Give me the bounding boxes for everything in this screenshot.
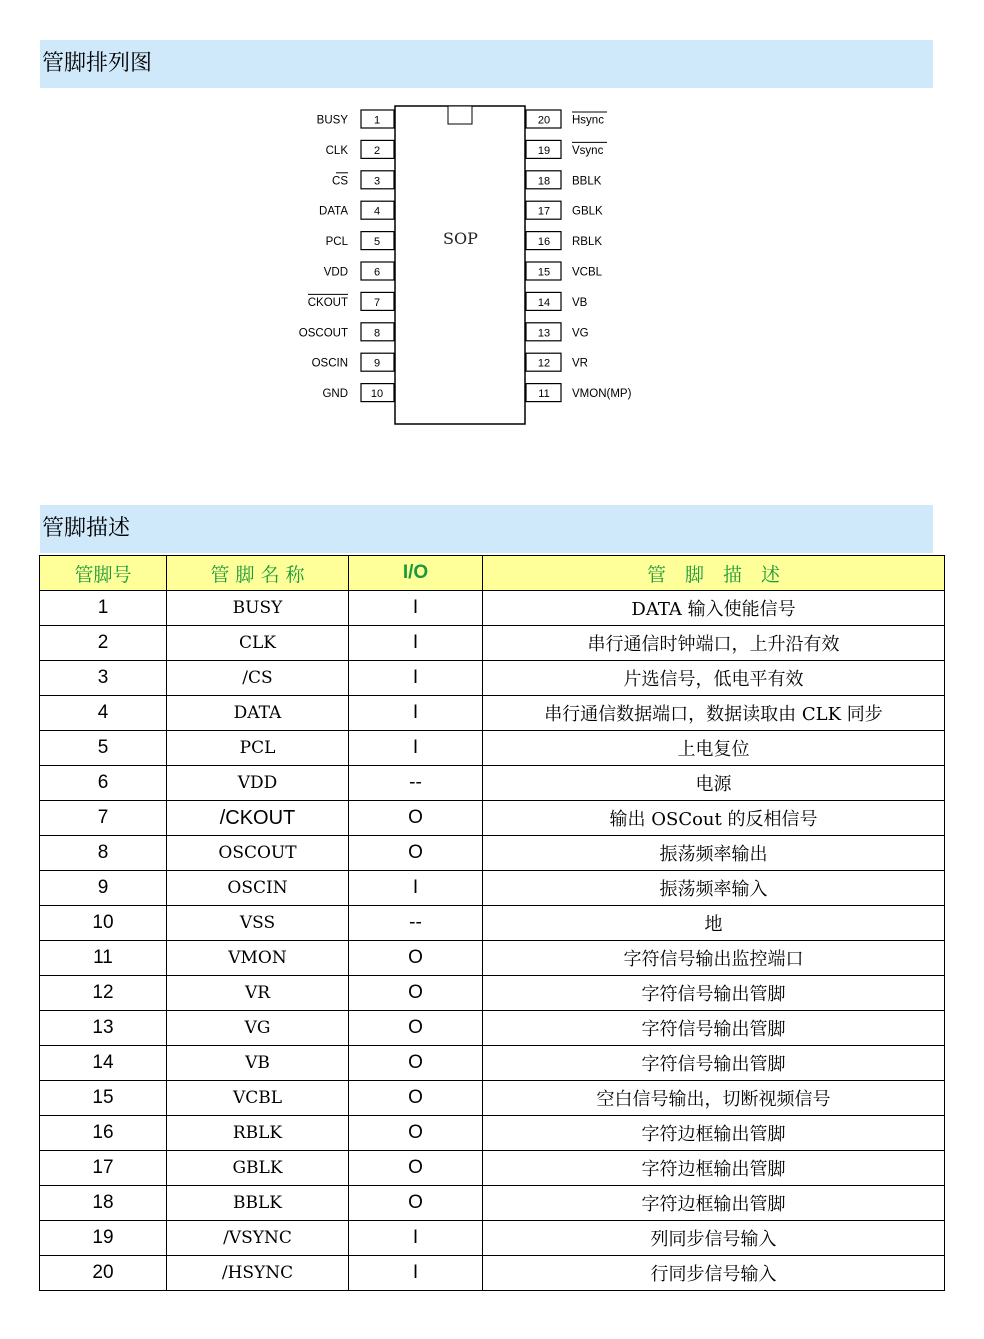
right-pin-number: 19	[537, 144, 551, 157]
right-pin-number: 17	[537, 205, 551, 218]
pin-io-cell: O	[349, 836, 483, 871]
right-pin-label: VCBL	[572, 266, 603, 279]
pin-number-cell: 9	[40, 871, 167, 906]
pin-number-cell: 20	[40, 1256, 167, 1291]
right-pin-label: Vsync	[572, 144, 604, 157]
left-pin-label: CLK	[325, 144, 348, 157]
pin-description-table	[39, 555, 945, 1291]
pin-io-cell: O	[349, 801, 483, 836]
pin-name-cell: DATA	[167, 696, 349, 731]
left-pin-label: OSCIN	[311, 357, 348, 370]
pin-name-cell: OSCOUT	[167, 836, 349, 871]
pin-description-cell: 振荡频率输出	[483, 836, 945, 871]
table-header-row	[40, 556, 945, 591]
pin-io-cell: I	[349, 626, 483, 661]
pin-name-cell: VB	[167, 1046, 349, 1081]
pin-number-cell: 4	[40, 696, 167, 731]
left-pin-label: BUSY	[316, 114, 348, 127]
pin-io-cell: I	[349, 731, 483, 766]
pin-description-cell: 字符信号输出监控端口	[483, 941, 945, 976]
left-pin-label: CKOUT	[307, 296, 348, 309]
pin-name-cell: VDD	[167, 766, 349, 801]
right-pin-number: 18	[537, 175, 551, 188]
pin-number-cell: 16	[40, 1116, 167, 1151]
pin-description-cell: 振荡频率输入	[483, 871, 945, 906]
pin-number-cell: 12	[40, 976, 167, 1011]
left-pin-number: 8	[373, 327, 381, 340]
pin-description-cell: 串行通信时钟端口，上升沿有效	[483, 626, 945, 661]
table-row	[40, 1011, 945, 1046]
table-row	[40, 1116, 945, 1151]
table-row	[40, 591, 945, 626]
pin-name-cell: /HSYNC	[167, 1256, 349, 1291]
pin-number-cell: 10	[40, 906, 167, 941]
pin-layout-title: 管脚排列图	[42, 51, 153, 76]
pin-description-cell: 字符边框输出管脚	[483, 1116, 945, 1151]
table-row	[40, 1256, 945, 1291]
pin-number-cell: 3	[40, 661, 167, 696]
chip-body	[395, 106, 525, 424]
pin-number-cell: 15	[40, 1081, 167, 1116]
right-pin-number: 16	[537, 236, 551, 249]
table-row	[40, 696, 945, 731]
pin-io-cell: --	[349, 766, 483, 801]
pin-description-cell: 输出 OSCout 的反相信号	[483, 801, 945, 836]
left-pin-number: 1	[373, 114, 381, 127]
pin-io-cell: I	[349, 1221, 483, 1256]
pin-description-cell: 字符信号输出管脚	[483, 1046, 945, 1081]
pin-desc-section-bar	[40, 505, 933, 553]
pin-desc-title: 管脚描述	[42, 516, 131, 541]
right-pin-number: 15	[537, 266, 551, 279]
left-pin-label: GND	[322, 388, 348, 401]
left-pin-label: VDD	[323, 266, 348, 279]
right-pin-label: BBLK	[572, 175, 602, 188]
pin-io-cell: I	[349, 871, 483, 906]
table-row	[40, 906, 945, 941]
pin-number-cell: 19	[40, 1221, 167, 1256]
pin-io-cell: O	[349, 1186, 483, 1221]
pin-io-cell: O	[349, 1116, 483, 1151]
pin-name-cell: GBLK	[167, 1151, 349, 1186]
right-pin-label: VR	[572, 357, 588, 370]
pin-io-cell: --	[349, 906, 483, 941]
pin-name-cell: /CKOUT	[167, 801, 349, 836]
left-pin-label: OSCOUT	[298, 327, 348, 340]
right-pin-label: RBLK	[572, 236, 603, 249]
pin-number-cell: 2	[40, 626, 167, 661]
pin-number-cell: 1	[40, 591, 167, 626]
pin-io-cell: I	[349, 696, 483, 731]
pin-name-cell: CLK	[167, 626, 349, 661]
pin-name-cell: /CS	[167, 661, 349, 696]
pin-description-cell: 上电复位	[483, 731, 945, 766]
pin-number-cell: 6	[40, 766, 167, 801]
table-row	[40, 1186, 945, 1221]
left-pin-number: 2	[373, 144, 381, 157]
pin-number-cell: 11	[40, 941, 167, 976]
left-pin-group	[299, 110, 394, 402]
left-pin-number: 10	[370, 388, 384, 401]
left-pin-number: 7	[373, 296, 381, 309]
table-row	[40, 626, 945, 661]
pin-number-cell: 14	[40, 1046, 167, 1081]
table-row	[40, 801, 945, 836]
right-pin-label: VB	[572, 296, 588, 309]
right-pin-number: 11	[538, 388, 550, 401]
pin-name-cell: BBLK	[167, 1186, 349, 1221]
pin-io-cell: O	[349, 941, 483, 976]
pin-description-cell: 电源	[483, 766, 945, 801]
left-pin-label: CS	[332, 175, 348, 188]
table-row	[40, 766, 945, 801]
table-row	[40, 1081, 945, 1116]
left-pin-label: DATA	[319, 205, 348, 218]
pin-description-cell: 地	[483, 906, 945, 941]
pin-description-cell: 串行通信数据端口，数据读取由 CLK 同步	[483, 696, 945, 731]
sop-pin-diagram	[295, 100, 655, 430]
table-row	[40, 1151, 945, 1186]
pin-description-cell: 字符信号输出管脚	[483, 1011, 945, 1046]
right-pin-group	[526, 110, 632, 402]
right-pin-label: VG	[572, 327, 589, 340]
pin-name-cell: VCBL	[167, 1081, 349, 1116]
pin-number-cell: 18	[40, 1186, 167, 1221]
table-row	[40, 871, 945, 906]
table-row	[40, 976, 945, 1011]
pin-description-cell: 列同步信号输入	[483, 1221, 945, 1256]
table-row	[40, 661, 945, 696]
right-pin-number: 14	[537, 296, 551, 309]
pin-number-cell: 8	[40, 836, 167, 871]
pin-name-cell: RBLK	[167, 1116, 349, 1151]
package-label: SOP	[443, 229, 478, 248]
left-pin-number: 5	[373, 236, 381, 249]
header-pin-number: 管脚号	[40, 556, 167, 591]
chip-notch	[448, 106, 472, 124]
header-pin-name: 管 脚 名 称	[167, 556, 349, 591]
pin-number-cell: 5	[40, 731, 167, 766]
pin-description-cell: 片选信号，低电平有效	[483, 661, 945, 696]
table-row	[40, 836, 945, 871]
header-description: 管 脚 描 述	[483, 556, 945, 591]
table-row	[40, 1221, 945, 1256]
pin-description-cell: DATA 输入使能信号	[483, 591, 945, 626]
left-pin-label: PCL	[325, 236, 348, 249]
pin-io-cell: O	[349, 976, 483, 1011]
pin-io-cell: O	[349, 1046, 483, 1081]
right-pin-label: Hsync	[572, 114, 604, 127]
table-row	[40, 941, 945, 976]
pin-name-cell: VR	[167, 976, 349, 1011]
pin-name-cell: BUSY	[167, 591, 349, 626]
pin-io-cell: I	[349, 661, 483, 696]
header-io: I/O	[349, 556, 483, 591]
pin-io-cell: I	[349, 1256, 483, 1291]
pin-io-cell: O	[349, 1081, 483, 1116]
pin-name-cell: VMON	[167, 941, 349, 976]
right-pin-number: 13	[537, 327, 551, 340]
pin-io-cell: O	[349, 1151, 483, 1186]
pin-description-cell: 空白信号输出，切断视频信号	[483, 1081, 945, 1116]
pin-name-cell: PCL	[167, 731, 349, 766]
right-pin-label: VMON(MP)	[572, 388, 632, 401]
pin-description-cell: 行同步信号输入	[483, 1256, 945, 1291]
left-pin-number: 4	[373, 205, 381, 218]
left-pin-number: 9	[373, 357, 381, 370]
left-pin-number: 3	[373, 175, 381, 188]
pin-io-cell: I	[349, 591, 483, 626]
pin-number-cell: 13	[40, 1011, 167, 1046]
pin-number-cell: 17	[40, 1151, 167, 1186]
pin-io-cell: O	[349, 1011, 483, 1046]
right-pin-number: 12	[537, 357, 551, 370]
table-row	[40, 731, 945, 766]
pin-name-cell: VSS	[167, 906, 349, 941]
left-pin-number: 6	[373, 266, 381, 279]
pin-name-cell: VG	[167, 1011, 349, 1046]
pin-name-cell: /VSYNC	[167, 1221, 349, 1256]
table-row	[40, 1046, 945, 1081]
right-pin-number: 20	[537, 114, 551, 127]
right-pin-label: GBLK	[572, 205, 603, 218]
pin-description-cell: 字符边框输出管脚	[483, 1151, 945, 1186]
pin-number-cell: 7	[40, 801, 167, 836]
pin-name-cell: OSCIN	[167, 871, 349, 906]
pin-description-cell: 字符边框输出管脚	[483, 1186, 945, 1221]
pin-description-cell: 字符信号输出管脚	[483, 976, 945, 1011]
pin-layout-section-bar	[40, 40, 933, 88]
